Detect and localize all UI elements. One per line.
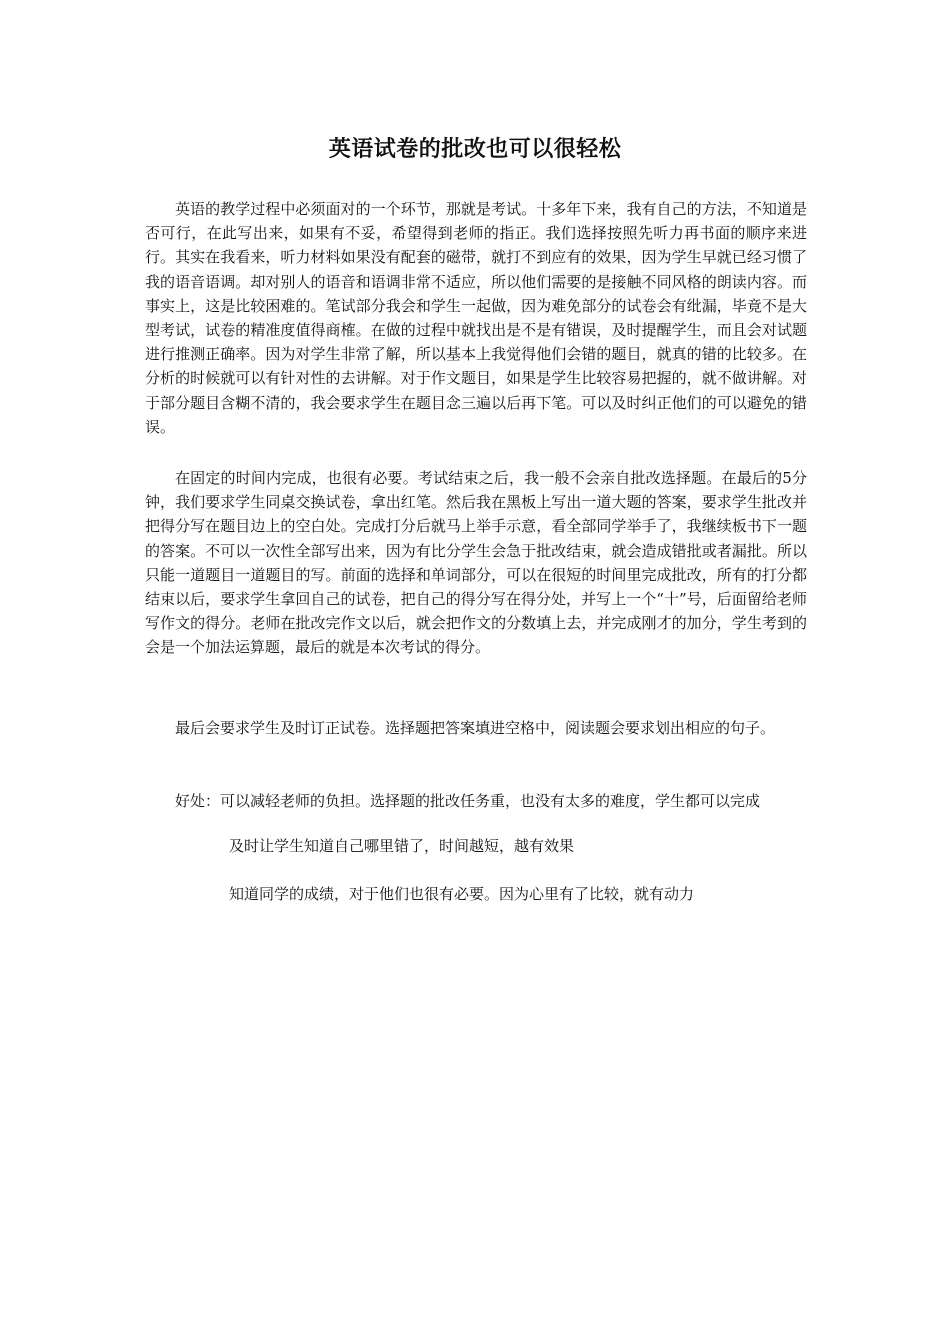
paragraph-grading-method: 在固定的时间内完成，也很有必要。考试结束之后，我一般不会亲自批改选择题。在最后的5分钟，我们要求学生同桌交换试卷，拿出红笔。然后我在黑板上写出一道大题的答案，要求学生批改并把得分写在题目边上的空白处。完成打分后就马上举手示意，看全部同学举手了，我继续板书下一题的答案。不可以一次性全部写出来，因为有比分学生会急于批改结束，就会造成错批或者漏批。所以只能一道题目一道题目的写。前面的选择和单词部分，可以在很短的时间里完成批改，所有的打分都结束以后，要求学生拿回自己的试卷，把自己的得分写在得分处，并写上一个“十”号，后面留给老师写作文的得分。老师在批改完作文以后，就会把作文的分数填上去，并完成刚才的加分，学生考到的会是一个加法运算题，最后的就是本次考试的得分。 [145, 469, 807, 657]
paragraph-corrections: 最后会要求学生及时订正试卷。选择题把答案填进空格中，阅读题会要求划出相应的句子。 [175, 719, 776, 737]
paragraph-exam-process: 英语的教学过程中必须面对的一个环节，那就是考试。十多年下来，我有自己的方法，不知道是否可行，在此写出来，如果有不妥，希望得到老师的指正。我们选择按照先听力再书面的顺序来进行。其实在我看来，听力材料如果没有配套的磁带，就打不到应有的效果，因为学生早就已经习惯了我的语音语调。却对别人的语音和语调非常不适应，所以他们需要的是接触不同风格的朗读内容。而事实上，这是比较困难的。笔试部分我会和学生一起做，因为难免部分的试卷会有纰漏，毕竟不是大型考试，试卷的精准度值得商榷。在做的过程中就找出是不是有错误，及时提醒学生，而且会对试题进行推测正确率。因为对学生非常了解，所以基本上我觉得他们会错的题目，就真的错的比较多。在分析的时候就可以有针对性的去讲解。对于作文题目，如果是学生比较容易把握的，就不做讲解。对于部分题目含糊不清的，我会要求学生在题目念三遍以后再下笔。可以及时纠正他们的可以避免的错误。 [145, 200, 807, 436]
page-title: 英语试卷的批改也可以很轻松 [328, 136, 622, 162]
benefit-point-motivation: 知道同学的成绩，对于他们也很有必要。因为心里有了比较，就有动力 [229, 885, 695, 903]
paragraph-benefits: 好处：可以减轻老师的负担。选择题的批改任务重，也没有太多的难度，学生都可以完成 [175, 792, 761, 810]
benefit-point-feedback: 及时让学生知道自己哪里错了，时间越短，越有效果 [229, 837, 575, 855]
